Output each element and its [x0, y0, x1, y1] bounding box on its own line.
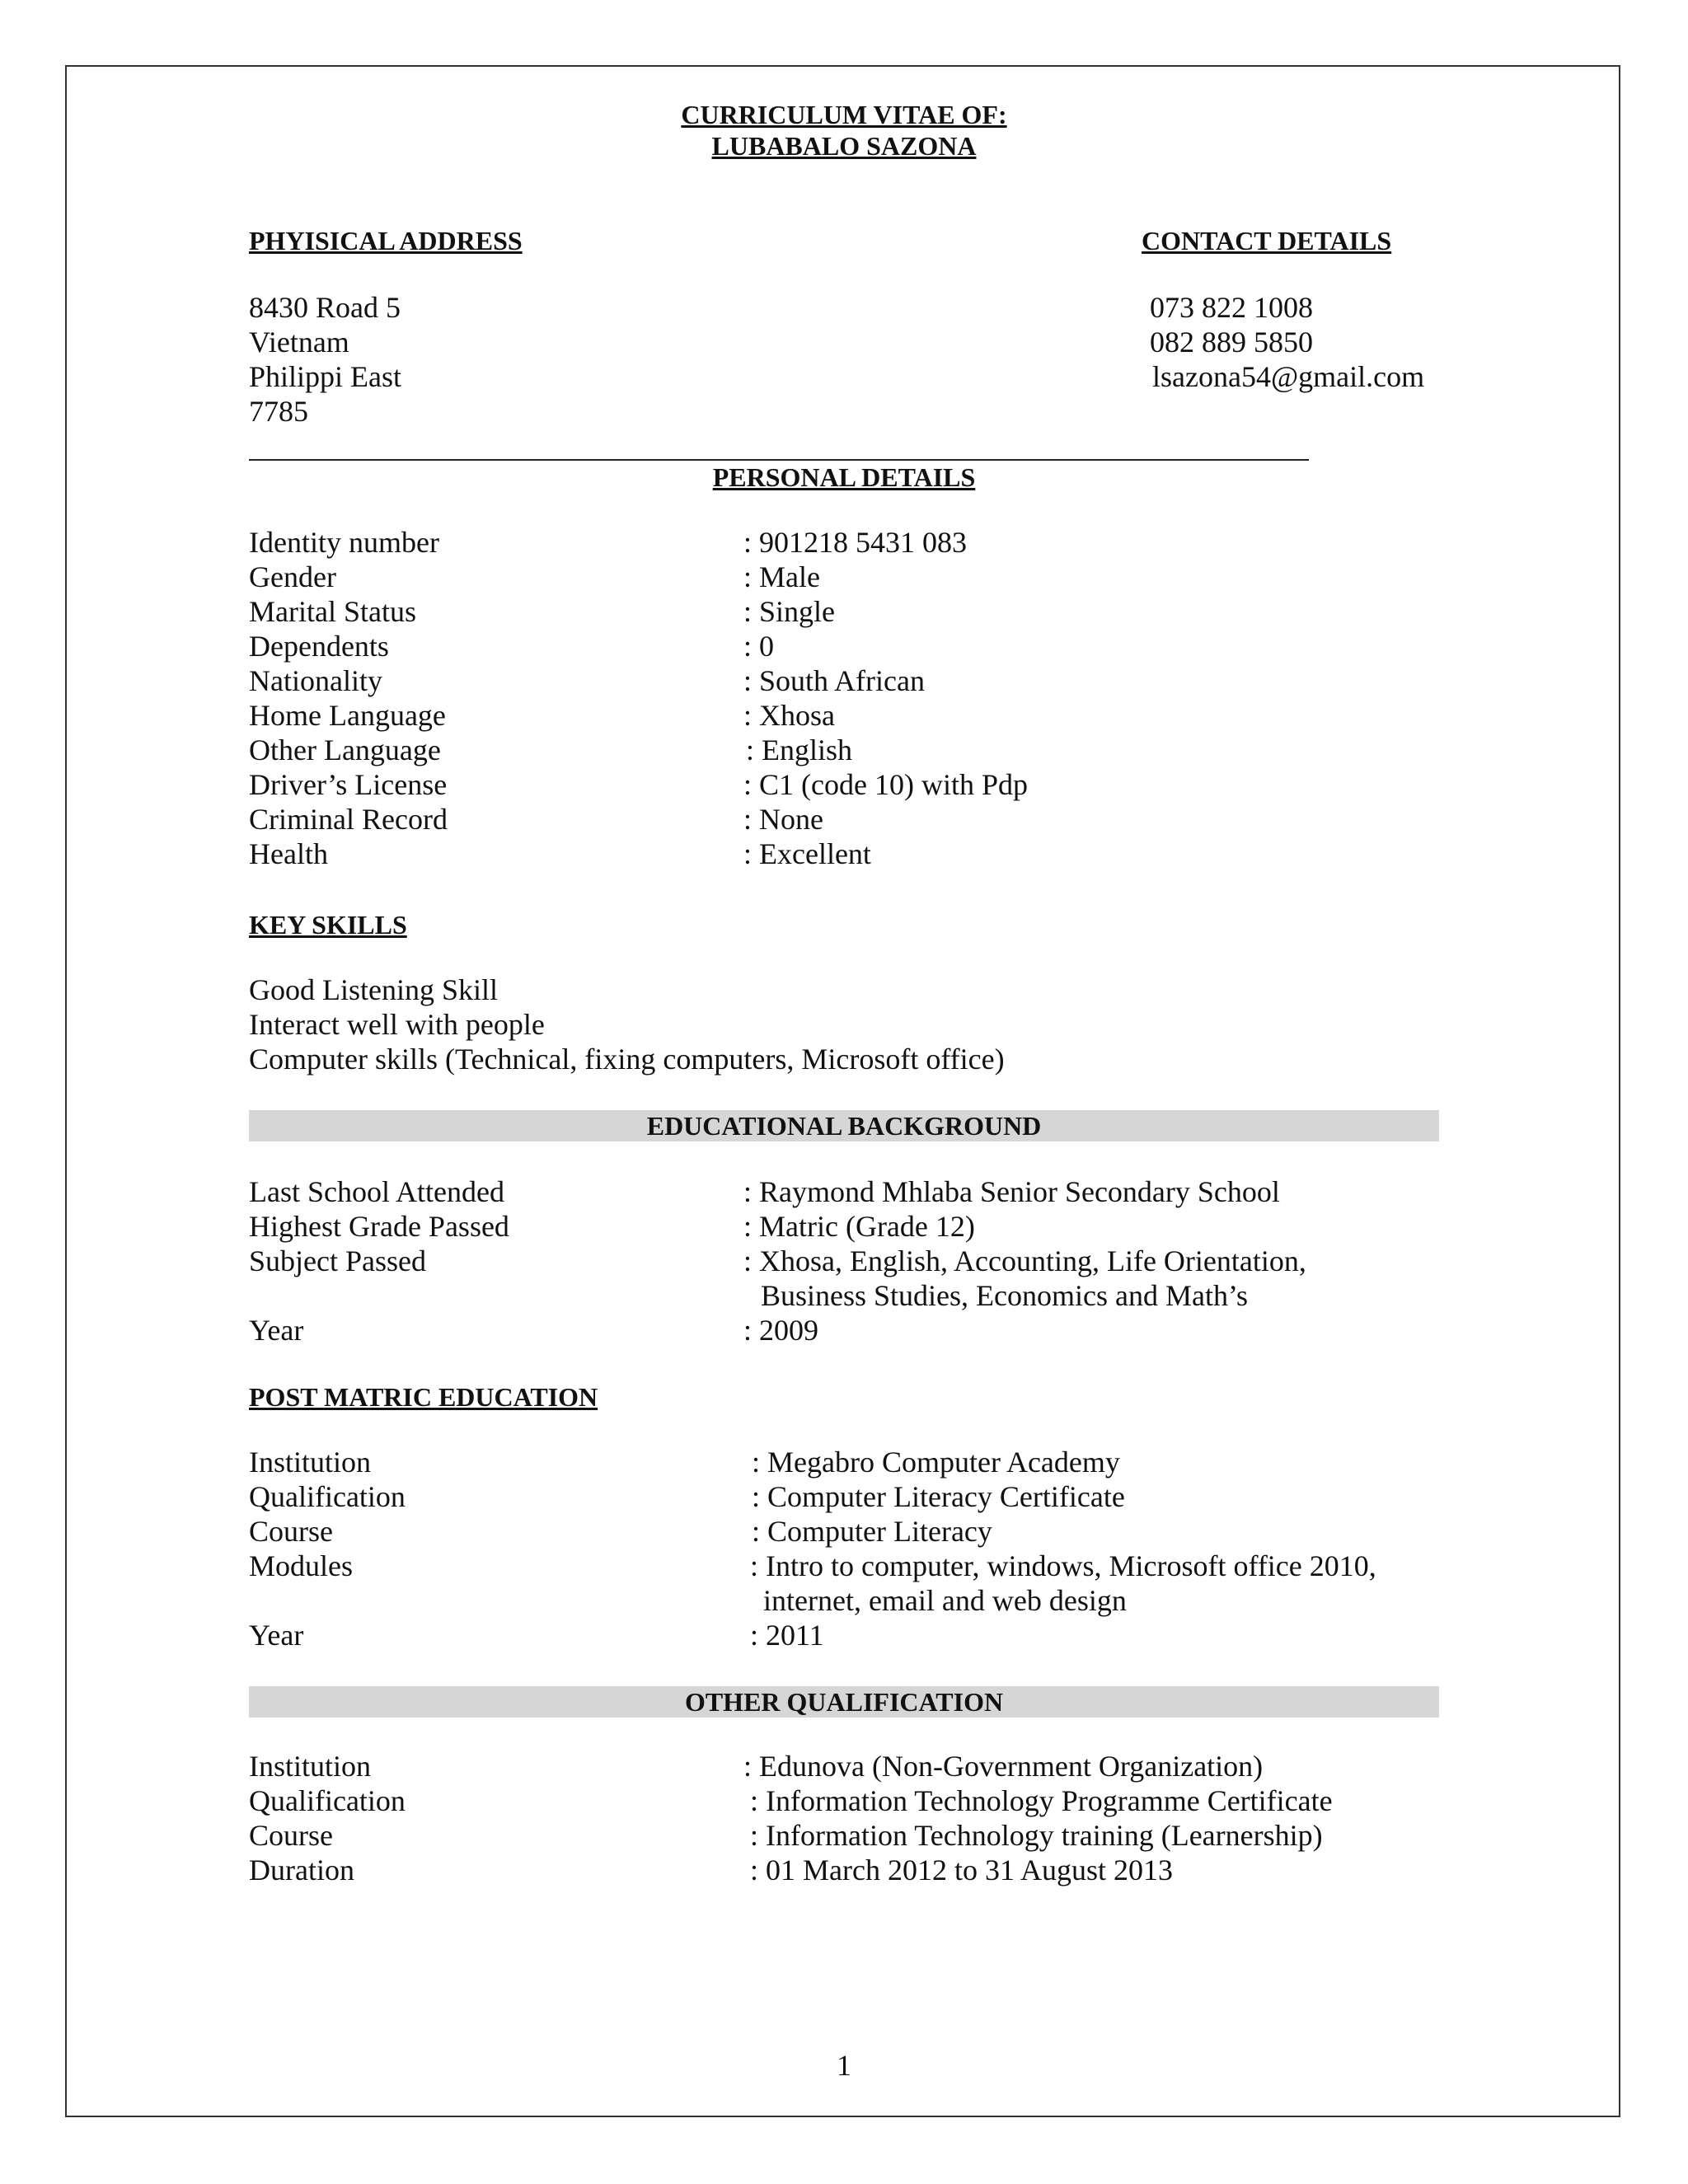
field-label: Criminal Record: [249, 803, 448, 836]
field-label: Subject Passed: [249, 1244, 426, 1277]
field-label: Course: [249, 1819, 333, 1852]
email-address: lsazona54@gmail.com: [1152, 360, 1425, 393]
address-line: 7785: [249, 395, 308, 428]
field-label: Gender: [249, 560, 336, 593]
field-label: Modules: [249, 1549, 353, 1582]
field-value: : None: [743, 803, 823, 836]
other-qualification-heading: OTHER QUALIFICATION: [249, 1686, 1439, 1718]
field-label: Institution: [249, 1750, 372, 1783]
field-value: : 01 March 2012 to 31 August 2013: [750, 1854, 1173, 1886]
field-value: : 901218 5431 083: [743, 526, 968, 559]
skill-item: Computer skills (Technical, fixing computers, Microsoft office): [249, 1043, 1005, 1076]
phone-primary: 073 822 1008: [1150, 291, 1313, 324]
field-label: Dependents: [249, 630, 389, 663]
field-label: Other Language: [249, 733, 441, 766]
candidate-name: LUBABALO SAZONA: [711, 131, 977, 161]
field-value: : Single: [743, 595, 836, 628]
field-label: Qualification: [249, 1784, 406, 1817]
field-value: : Intro to computer, windows, Microsoft office 2010,: [750, 1549, 1376, 1582]
field-value: : English: [746, 733, 853, 766]
field-label: Health: [249, 837, 328, 870]
personal-details-heading: PERSONAL DETAILS: [712, 462, 976, 492]
educational-background-heading: EDUCATIONAL BACKGROUND: [249, 1110, 1439, 1141]
field-label: Last School Attended: [249, 1175, 504, 1208]
skill-item: Good Listening Skill: [249, 973, 499, 1006]
field-label: Year: [249, 1619, 304, 1652]
field-value: : Computer Literacy: [752, 1515, 992, 1548]
field-label: Home Language: [249, 699, 446, 732]
field-label: Duration: [249, 1854, 354, 1886]
contact-heading: CONTACT DETAILS: [1142, 226, 1392, 255]
field-label: Identity number: [249, 526, 439, 559]
field-label: Driver’s License: [249, 768, 448, 801]
key-skills-heading: KEY SKILLS: [249, 910, 407, 940]
field-value: : Excellent: [743, 837, 871, 870]
phone-secondary: 082 889 5850: [1150, 326, 1313, 359]
field-value: : Edunova (Non-Government Organization): [743, 1750, 1264, 1783]
skill-item: Interact well with people: [249, 1008, 545, 1041]
field-value: : C1 (code 10) with Pdp: [743, 768, 1028, 801]
section-divider: [249, 459, 1309, 461]
document-title: CURRICULUM VITAE OF:: [681, 100, 1007, 129]
address-line: Vietnam: [249, 326, 349, 359]
field-label: Institution: [249, 1446, 372, 1479]
page-number: 1: [837, 2049, 851, 2082]
field-value: : Raymond Mhlaba Senior Secondary School: [743, 1175, 1280, 1208]
field-label: Marital Status: [249, 595, 416, 628]
field-value: : 2011: [750, 1619, 824, 1652]
address-heading: PHYISICAL ADDRESS: [249, 226, 523, 255]
field-value-continuation: Business Studies, Economics and Math’s: [761, 1279, 1248, 1312]
field-label: Highest Grade Passed: [249, 1210, 509, 1243]
field-label: Course: [249, 1515, 333, 1548]
field-value-continuation: internet, email and web design: [763, 1584, 1127, 1617]
address-line: 8430 Road 5: [249, 291, 401, 324]
field-value: : Megabro Computer Academy: [752, 1446, 1120, 1479]
field-value: : 2009: [743, 1314, 819, 1347]
field-label: Qualification: [249, 1480, 406, 1513]
field-label: Year: [249, 1314, 304, 1347]
field-value: : Xhosa: [743, 699, 835, 732]
post-matric-heading: POST MATRIC EDUCATION: [249, 1382, 598, 1412]
field-label: Nationality: [249, 664, 382, 697]
field-value: : South African: [743, 664, 925, 697]
field-value: : Computer Literacy Certificate: [752, 1480, 1125, 1513]
field-value: : Xhosa, English, Accounting, Life Orientation,: [743, 1244, 1306, 1277]
field-value: : 0: [743, 630, 775, 663]
field-value: : Information Technology Programme Certificate: [750, 1784, 1333, 1817]
field-value: : Information Technology training (Learnership): [750, 1819, 1323, 1852]
field-value: : Matric (Grade 12): [743, 1210, 975, 1243]
field-value: : Male: [743, 560, 820, 593]
address-line: Philippi East: [249, 360, 402, 393]
